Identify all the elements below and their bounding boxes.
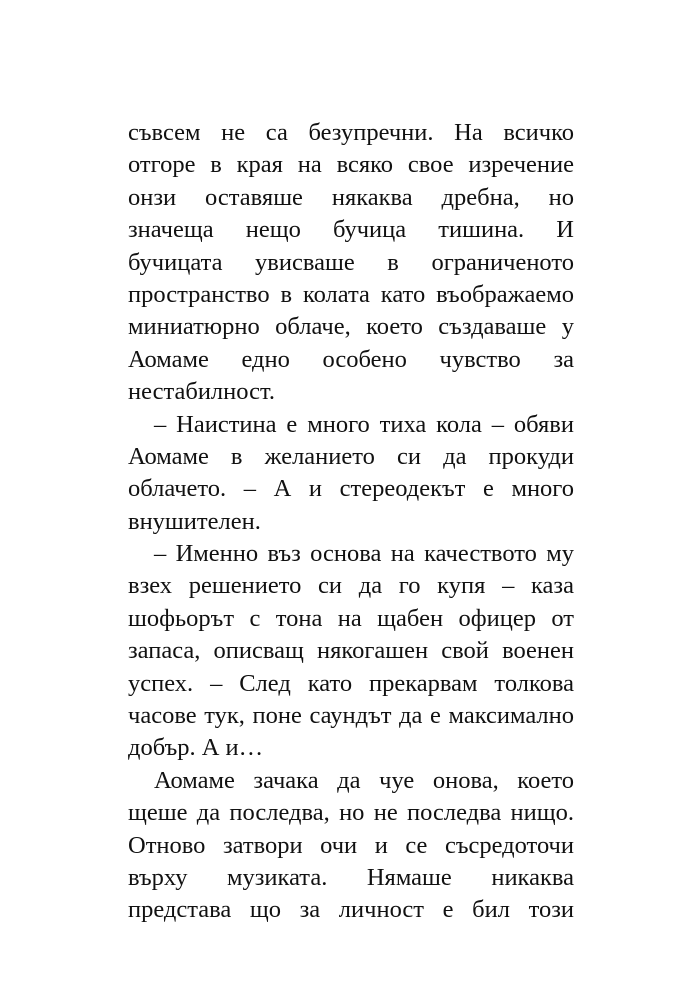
text-line: Аомаме едно особено чувство за [128, 345, 574, 373]
text-line: Аомаме зачака да чуе онова, което [154, 766, 574, 794]
text-line: взех решението си да го купя – каза [128, 572, 574, 600]
text-line: щеше да последва, но не последва нищо. [128, 799, 574, 827]
text-line: пространство в колата като въображаемо [128, 280, 574, 308]
text-line: представа що за личност е бил този [128, 896, 574, 924]
text-line: – Наистина е много тиха кола – обяви [154, 410, 574, 438]
text-line: добър. А и… [128, 734, 264, 762]
text-line: запаса, описващ някогашен свой военен [128, 637, 574, 665]
text-line: Отново затвори очи и се съсредоточи [128, 831, 574, 859]
text-line: миниатюрно облаче, което създаваше у [128, 313, 574, 341]
body-text [128, 117, 574, 927]
text-line: успех. – След като прекарвам толкова [128, 669, 574, 697]
text-line: – Именно въз основа на качеството му [154, 540, 574, 568]
text-line: значеща нещо бучица тишина. И [128, 216, 574, 244]
text-line: Аомаме в желанието си да прокуди [128, 442, 574, 470]
text-line: върху музиката. Нямаше никаква [128, 863, 574, 891]
text-line: часове тук, поне саундът да е максимално [128, 702, 574, 730]
text-line: съвсем не са безупречни. На всичко [128, 119, 574, 146]
text-line: бучицата увисваше в ограниченото [128, 248, 574, 276]
text-line: внушителен. [128, 507, 261, 535]
text-line: нестабилност. [128, 378, 275, 406]
text-line: шофьорът с тона на щабен офицер от [128, 604, 574, 632]
text-line: онзи оставяше някаква дребна, но [128, 183, 574, 211]
text-line: облачето. – А и стереодекът е много [128, 475, 574, 503]
text-line: отгоре в края на всяко свое изречение [128, 151, 574, 179]
